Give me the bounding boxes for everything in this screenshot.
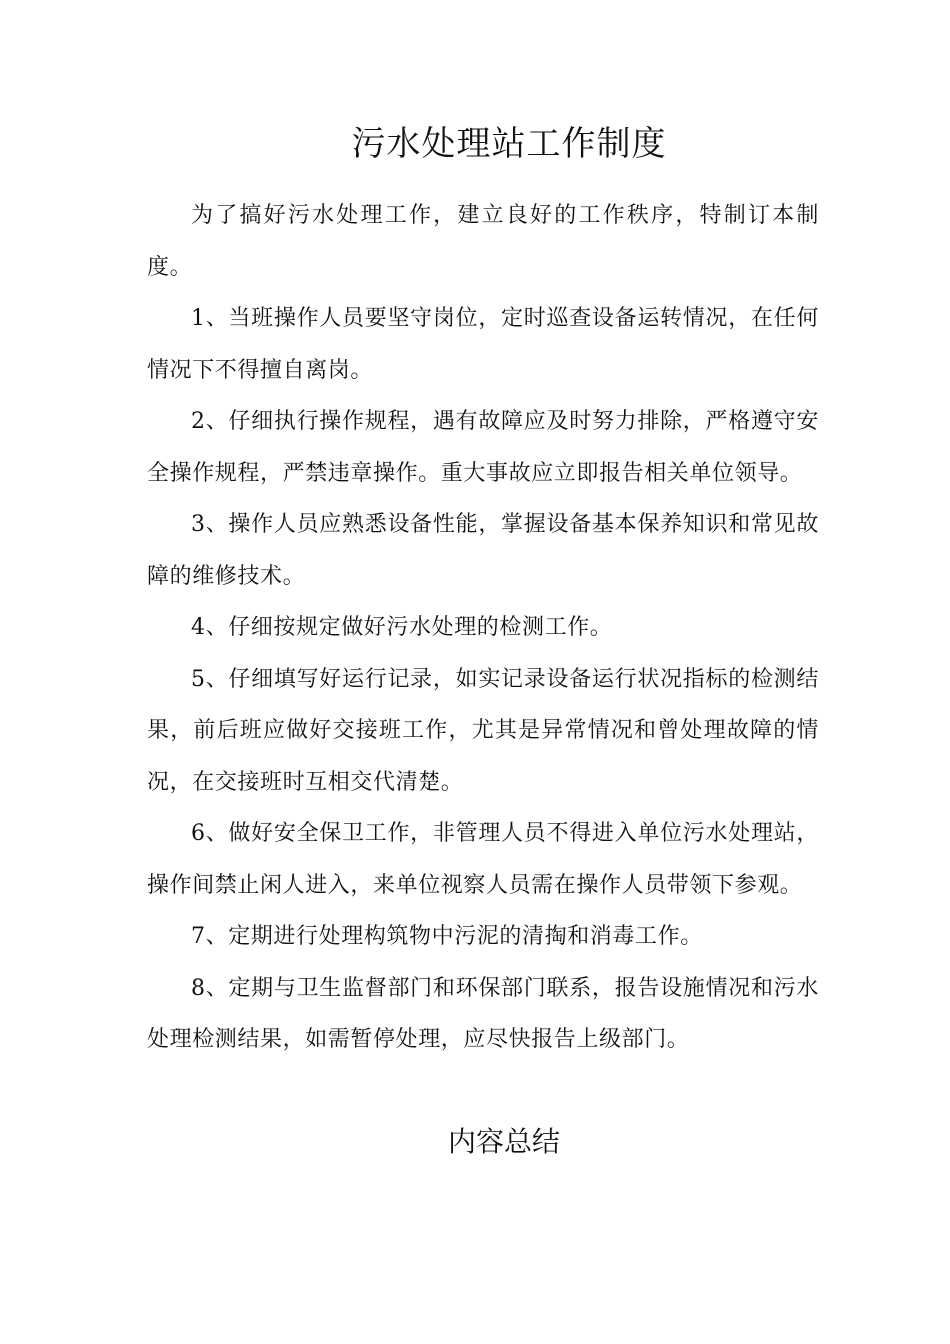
paragraph-rule-2: 2、仔细执行操作规程，遇有故障应及时努力排除，严格遵守安全操作规程，严禁违章操作。重大事故应立即报告相关单位领导。	[147, 409, 819, 486]
document-body	[147, 190, 819, 1066]
paragraph-rule-1: 1、当班操作人员要坚守岗位，定时巡查设备运转情况，在任何情况下不得擅自离岗。	[147, 306, 819, 383]
document-title: 污水处理站工作制度	[351, 124, 667, 164]
paragraph-rule-7: 7、定期进行处理构筑物中污泥的清掏和消毒工作。	[191, 924, 703, 949]
paragraph-rule-6: 6、做好安全保卫工作，非管理人员不得进入单位污水处理站，操作间禁止闲人进入，来单位视察人员需在操作人员带领下参观。	[147, 821, 819, 898]
paragraph-rule-4: 4、仔细按规定做好污水处理的检测工作。	[191, 615, 613, 640]
paragraph-rule-3: 3、操作人员应熟悉设备性能，掌握设备基本保养知识和常见故障的维修技术。	[147, 512, 819, 589]
paragraph-rule-8: 8、定期与卫生监督部门和环保部门联系，报告设施情况和污水处理检测结果，如需暂停处理，应尽快报告上级部门。	[147, 975, 819, 1052]
summary-heading: 内容总结	[447, 1125, 560, 1158]
paragraph-intro: 为了搞好污水处理工作，建立良好的工作秩序，特制订本制度。	[147, 203, 819, 280]
paragraph-rule-5: 5、仔细填写好运行记录，如实记录设备运行状况指标的检测结果，前后班应做好交接班工作，尤其是异常情况和曾处理故障的情况，在交接班时互相交代清楚。	[147, 666, 819, 795]
